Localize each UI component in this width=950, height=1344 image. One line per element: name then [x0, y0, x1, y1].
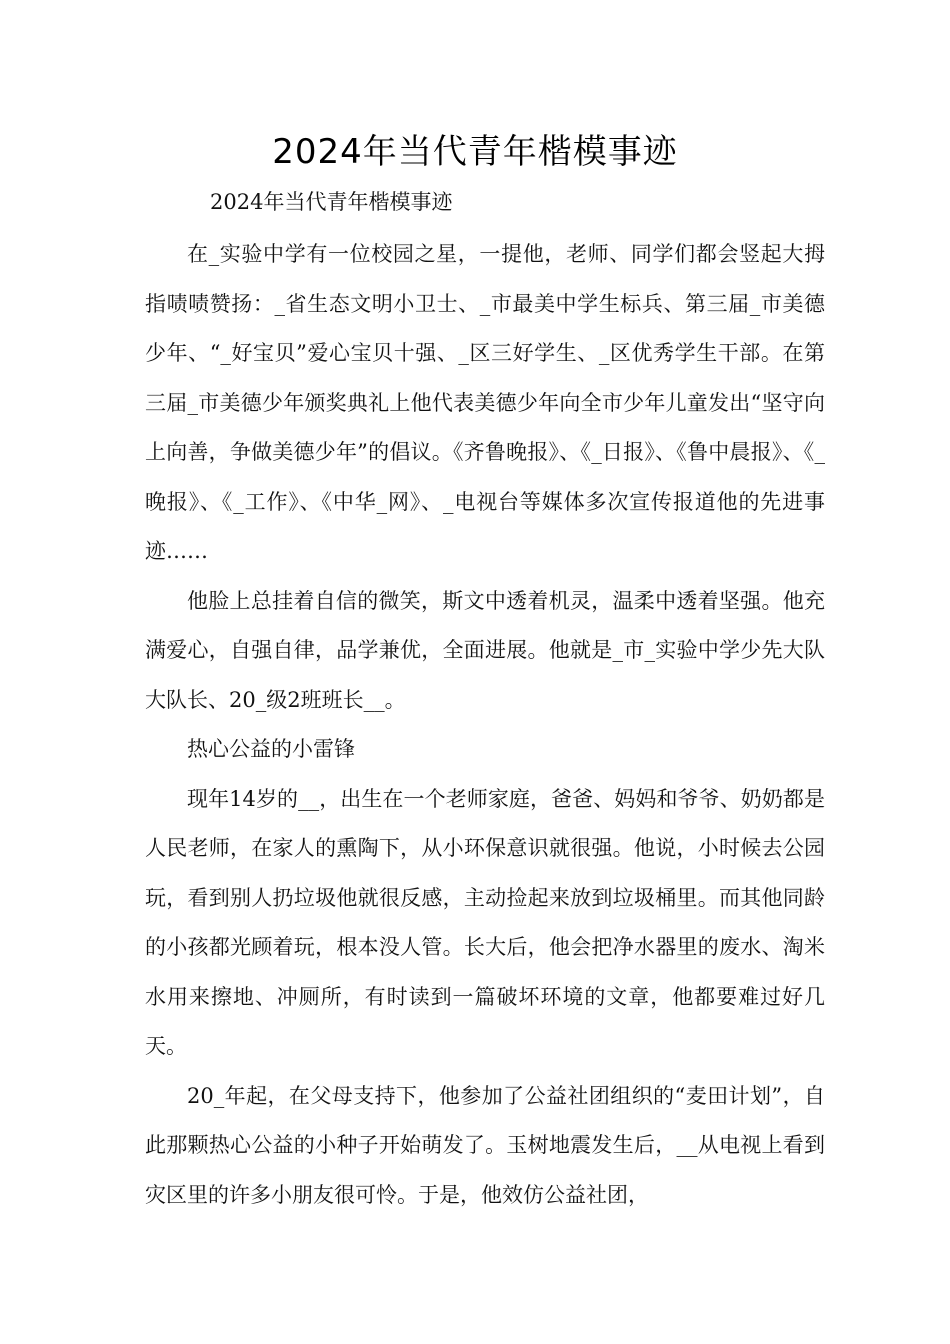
document-subtitle: 2024年当代青年楷模事迹: [210, 190, 453, 214]
paragraph: 20_年起，在父母支持下，他参加了公益社团组织的“麦田计划”，自此那颗热心公益的小种子开始萌发了。玉树地震发生后，__从电视上看到灾区里的许多小朋友很可怜。于是，他效仿公益社团，: [145, 1083, 825, 1207]
section-heading: 热心公益的小雷锋: [187, 737, 355, 761]
paragraph: 现年14岁的__，出生在一个老师家庭，爸爸、妈妈和爷爷、奶奶都是人民老师，在家人的熏陶下，从小环保意识就很强。他说，小时候去公园玩，看到别人扔垃圾他就很反感，主动捡起来放到垃圾桶里。而其他同龄的小孩都光顾着玩，根本没人管。长大后，他会把净水器里的废水、淘米水用来擦地、冲厕所，有时读到一篇破坏环境的文章，他都要难过好几天。: [145, 786, 825, 1058]
paragraph: 在_实验中学有一位校园之星，一提他，老师、同学们都会竖起大拇指啧啧赞扬：_省生态文明小卫士、_市最美中学生标兵、第三届_市美德少年、“_好宝贝”爱心宝贝十强、_区三好学生、_区优秀学生干部。在第三届_市美德少年颁奖典礼上他代表美德少年向全市少年儿童发出“坚守向上向善，争做美德少年”的倡议。《齐鲁晚报》、《_日报》、《鲁中晨报》、《_晚报》、《_工作》、《中华_网》、_电视台等媒体多次宣传报道他的先进事迹……: [145, 242, 825, 563]
document-body: [145, 230, 825, 1220]
document-title: 2024年当代青年楷模事迹: [272, 132, 678, 172]
paragraph: 他脸上总挂着自信的微笑，斯文中透着机灵，温柔中透着坚强。他充满爱心，自强自律，品学兼优，全面进展。他就是_市_实验中学少先大队大队长、20_级2班班长__。: [145, 588, 825, 712]
